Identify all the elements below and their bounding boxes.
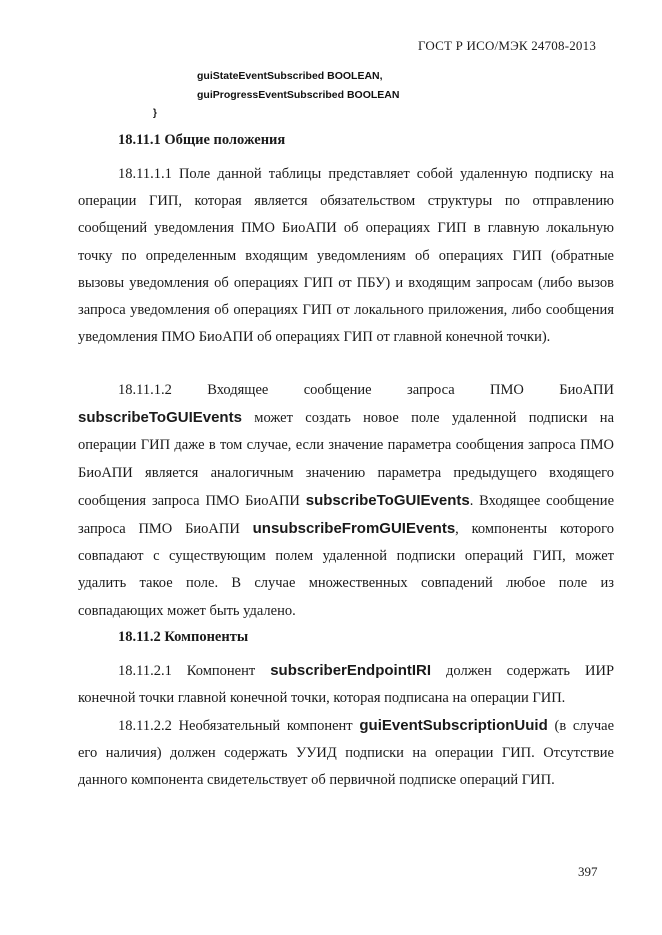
paragraph-text: 18.11.2.2 Необязательный компонент bbox=[118, 718, 353, 734]
paragraph-text: должен содержать ИИР конечной точки главной конечной точки, которая подписана на операции ГИП. bbox=[78, 663, 615, 707]
paragraph-text: (в случае его наличия) должен содержать УУИД подписки на операции ГИП. Отсутствие данного компонента свидетельствует об первичной подписке операций ГИП. bbox=[78, 718, 615, 789]
paragraph-18-11-1-1 bbox=[78, 161, 614, 351]
paragraph-18-11-2-2 bbox=[78, 712, 614, 795]
paragraph-text: 18.11.2.1 Компонент bbox=[118, 663, 256, 679]
code-term-unsubscribe: unsubscribeFromGUIEvents bbox=[252, 520, 456, 538]
code-term-subscribe: subscribeToGUIEvents bbox=[305, 491, 470, 509]
code-closing-brace: } bbox=[153, 108, 157, 119]
paragraph-text: может создать новое поле удаленной подписки на операции ГИП даже в том случае, если значение параметра сообщения запроса ПМО БиоАПИ является аналогичным значению параметра предыдущего входящего сообщения запроса ПМО БиоАПИ bbox=[78, 410, 615, 509]
paragraph-text: 18.11.1.1 Поле данной таблицы представляет собой удаленную подписку на операции ГИП, которая является обязательством структуры по отправлению сообщений уведомления ПМО БиоАПИ об операциях ГИП в главную локальную точку по определенным входящим уведомлениям об операциях ГИП (обратные вызовы уведомления об операциях ГИП от ПБУ) и входящим запросам (либо вызов запроса уведомления об операциях ГИП от локального приложения, либо сообщения уведомления ПМО БиоАПИ об операциях ГИП от главной конечной точки). bbox=[78, 166, 614, 346]
code-line-1: guiStateEventSubscribed BOOLEAN, bbox=[197, 70, 383, 82]
code-term-subscribe: subscribeToGUIEvents bbox=[78, 409, 242, 427]
code-line-2: guiProgressEventSubscribed BOOLEAN bbox=[197, 89, 400, 101]
paragraph-text: . Входящее сообщение запроса ПМО БиоАПИ bbox=[78, 492, 615, 538]
page-header-standard: ГОСТ Р ИСО/МЭК 24708-2013 bbox=[418, 38, 597, 53]
page-number: 397 bbox=[578, 864, 598, 879]
paragraph-18-11-2-1 bbox=[78, 657, 614, 712]
paragraph-text: , компоненты которого совпадают с существующим полем удаленной подписки операций ГИП, может удалить такое поле. В случае множественных совпадений любое поле из совпадающих может быть удалено. bbox=[78, 521, 614, 619]
paragraph-18-11-1-2 bbox=[78, 377, 614, 625]
code-term-subscription-uuid: guiEventSubscriptionUuid bbox=[359, 717, 548, 734]
section-heading-general: 18.11.1 Общие положения bbox=[118, 132, 286, 148]
paragraph-text: 18.11.1.2 Входящее сообщение запроса ПМО БиоАПИ bbox=[118, 382, 614, 398]
code-term-endpoint-iri: subscriberEndpointIRI bbox=[270, 662, 432, 679]
section-heading-components: 18.11.2 Компоненты bbox=[118, 629, 249, 645]
